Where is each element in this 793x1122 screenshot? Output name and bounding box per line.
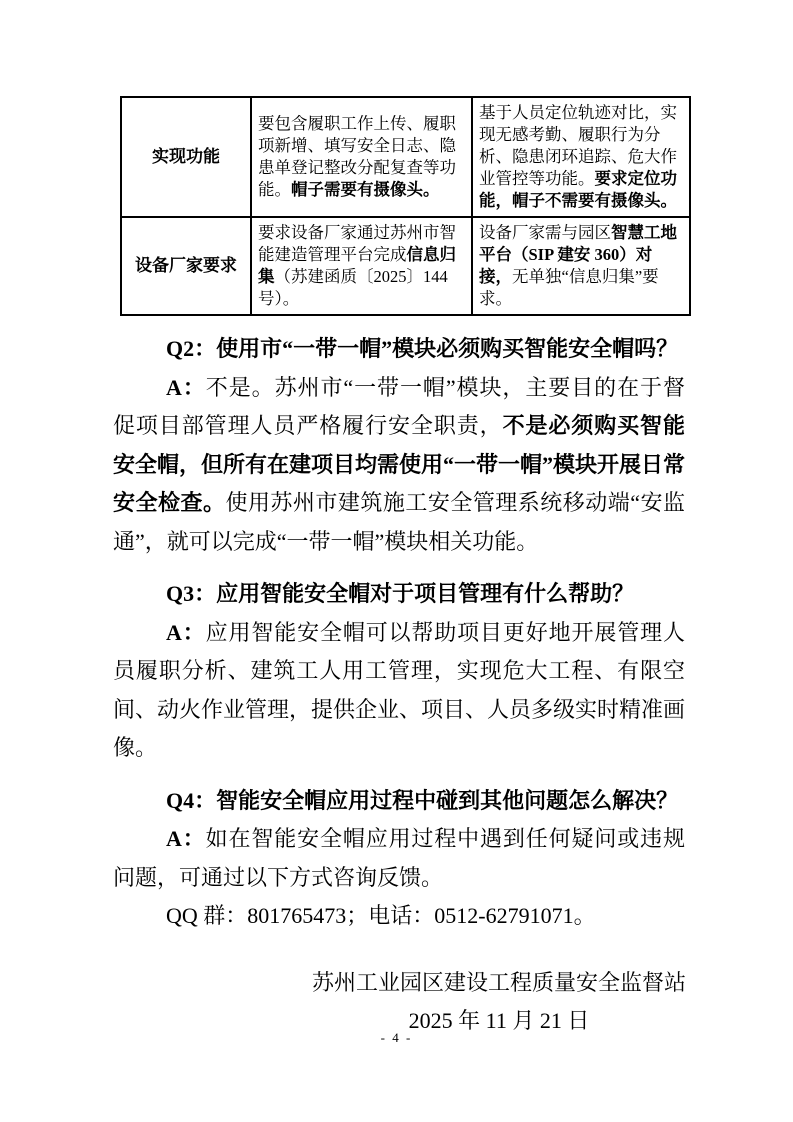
document-body — [113, 330, 685, 936]
answer-q3: A：应用智能安全帽可以帮助项目更好地开展管理人员履职分析、建筑工人用工管理，实现危大工程、有限空间、动火作业管理，提供企业、项目、人员多级实时精准画像。 — [113, 619, 686, 760]
answer-q4: A：如在智能安全帽应用过程中遇到任何疑问或违规问题，可通过以下方式咨询反馈。 — [113, 826, 685, 890]
signature-date: 2025 年 11 月 21 日 — [408, 1008, 590, 1033]
contact-info: QQ 群：801765473；电话：0512-62791071。 — [166, 903, 596, 928]
table-row-vendor-requirements — [121, 217, 690, 315]
table-row-header: 实现功能 — [121, 97, 251, 217]
signature-block — [0, 964, 793, 1041]
page-number: - 4 - — [380, 1030, 413, 1045]
table-cell-city-functions: 要包含履职工作上传、履职项新增、填写安全日志、隐患单登记整改分配复查等功能。帽子需要有摄像头。 — [251, 97, 472, 217]
answer-q2: A：不是。苏州市“一带一帽”模块，主要目的在于督促项目部管理人员严格履行安全职责，不是必须购买智能安全帽，但所有在建项目均需使用“一带一帽”模块开展日常安全检查。使用苏州市建筑施工安全管理系统移动端“安监通”，就可以完成“一带一帽”模块相关功能。 — [113, 374, 686, 554]
question-q2: Q2：使用市“一带一帽”模块必须购买智能安全帽吗？ — [166, 336, 679, 361]
question-q4: Q4：智能安全帽应用过程中碰到其他问题怎么解决？ — [166, 787, 679, 813]
signature-organization: 苏州工业园区建设工程质量安全监督站 — [311, 969, 686, 995]
question-q3: Q3：应用智能安全帽对于项目管理有什么帮助？ — [166, 581, 635, 606]
table-cell-park-functions: 基于人员定位轨迹对比，实现无感考勤、履职行为分析、隐患闭环追踪、危大作业管控等功能。要求定位功能，帽子不需要有摄像头。 — [472, 97, 690, 217]
table-row-functions — [121, 97, 690, 217]
table-cell-park-vendor: 设备厂家需与园区智慧工地平台（SIP 建安 360）对接，无单独“信息归集”要求。 — [472, 217, 690, 315]
spec-table — [120, 96, 691, 316]
table-cell-city-vendor: 要求设备厂家通过苏州市智能建造管理平台完成信息归集（苏建函质〔2025〕144 号）。 — [251, 217, 472, 315]
table-row-header: 设备厂家要求 — [121, 217, 251, 315]
